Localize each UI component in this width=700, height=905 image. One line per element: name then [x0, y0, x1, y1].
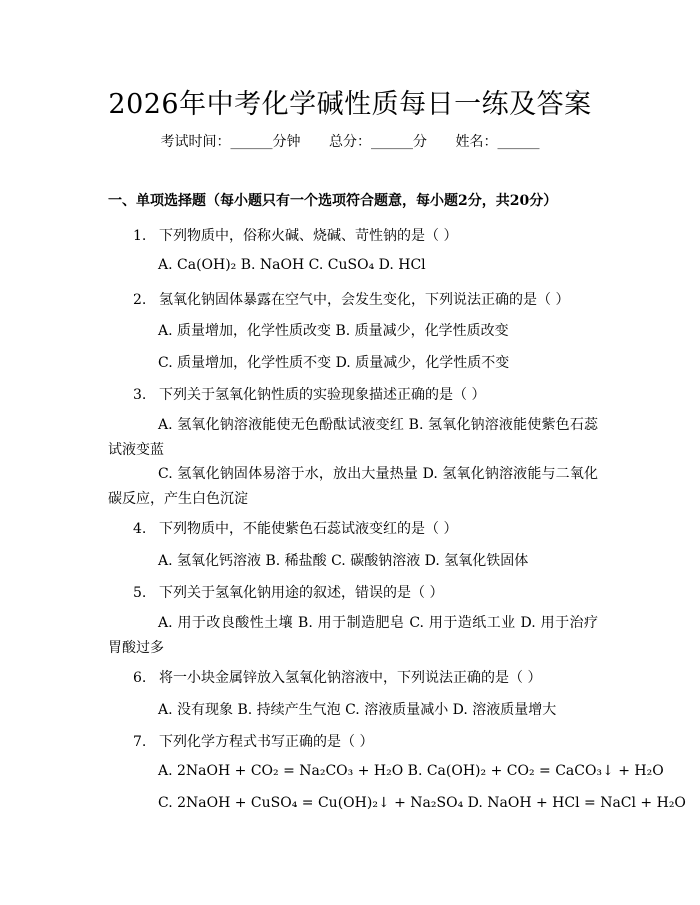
question-number: 1. [133, 228, 147, 244]
question-1-options: A. Ca(OH)₂ B. NaOH C. CuSO₄ D. HCl [158, 257, 426, 273]
question-3 [133, 384, 485, 404]
question-number: 7. [133, 734, 147, 750]
question-5 [133, 582, 443, 602]
question-stem: 下列关于氢氧化钠用途的叙述，错误的是（ ） [159, 585, 444, 601]
question-stem: 下列关于氢氧化钠性质的实验现象描述正确的是（ ） [159, 387, 486, 403]
question-7-options-cd: C. 2NaOH + CuSO₄ = Cu(OH)₂↓ + Na₂SO₄ D. NaOH + HCl = NaCl + H₂O [158, 795, 686, 811]
question-number: 2. [133, 292, 147, 308]
question-stem: 氢氧化钠固体暴露在空气中，会发生变化，下列说法正确的是（ ） [159, 292, 570, 308]
question-number: 3. [133, 387, 147, 403]
question-number: 5. [133, 585, 147, 601]
question-7-options-ab: A. 2NaOH + CO₂ = Na₂CO₃ + H₂O B. Ca(OH)₂ + CO₂ = CaCO₃↓ + H₂O [158, 763, 664, 779]
question-stem: 下列物质中，不能使紫色石蕊试液变红的是（ ） [159, 521, 458, 537]
question-3-options-cd: C. 氢氧化钠固体易溶于水，放出大量热量 D. 氢氧化钠溶液能与二氧化碳反应，产生白色沉淀 [108, 466, 598, 507]
question-7 [133, 731, 373, 751]
page-title: 2026年中考化学碱性质每日一练及答案 [108, 89, 592, 120]
question-4 [133, 518, 457, 538]
question-6 [133, 667, 541, 687]
section-heading: 一、单项选择题（每小题只有一个选项符合题意，每小题2分，共20分） [108, 193, 558, 209]
question-6-options: A. 没有现象 B. 持续产生气泡 C. 溶液质量减小 D. 溶液质量增大 [158, 702, 557, 718]
exam-info [0, 131, 700, 151]
question-2-options-ab: A. 质量增加，化学性质改变 B. 质量减少，化学性质改变 [158, 323, 509, 339]
question-stem: 将一小块金属锌放入氢氧化钠溶液中，下列说法正确的是（ ） [159, 670, 542, 686]
total-score: 总分：______分 [329, 134, 427, 150]
question-1 [133, 225, 457, 245]
question-5-options: A. 用于改良酸性土壤 B. 用于制造肥皂 C. 用于造纸工业 D. 用于治疗胃酸过多 [108, 615, 598, 656]
student-name: 姓名：______ [455, 134, 540, 150]
question-number: 6. [133, 670, 147, 686]
question-4-options: A. 氢氧化钙溶液 B. 稀盐酸 C. 碳酸钠溶液 D. 氢氧化铁固体 [158, 553, 529, 569]
exam-time: 考试时间：______分钟 [160, 134, 301, 150]
question-stem: 下列物质中，俗称火碱、烧碱、苛性钠的是（ ） [159, 228, 458, 244]
question-number: 4. [133, 521, 147, 537]
question-stem: 下列化学方程式书写正确的是（ ） [159, 734, 374, 750]
question-2-options-cd: C. 质量增加，化学性质不变 D. 质量减少，化学性质不变 [158, 355, 510, 371]
question-3-options-ab: A. 氢氧化钠溶液能使无色酚酞试液变红 B. 氢氧化钠溶液能使紫色石蕊试液变蓝 [108, 417, 598, 458]
question-2 [133, 289, 569, 309]
